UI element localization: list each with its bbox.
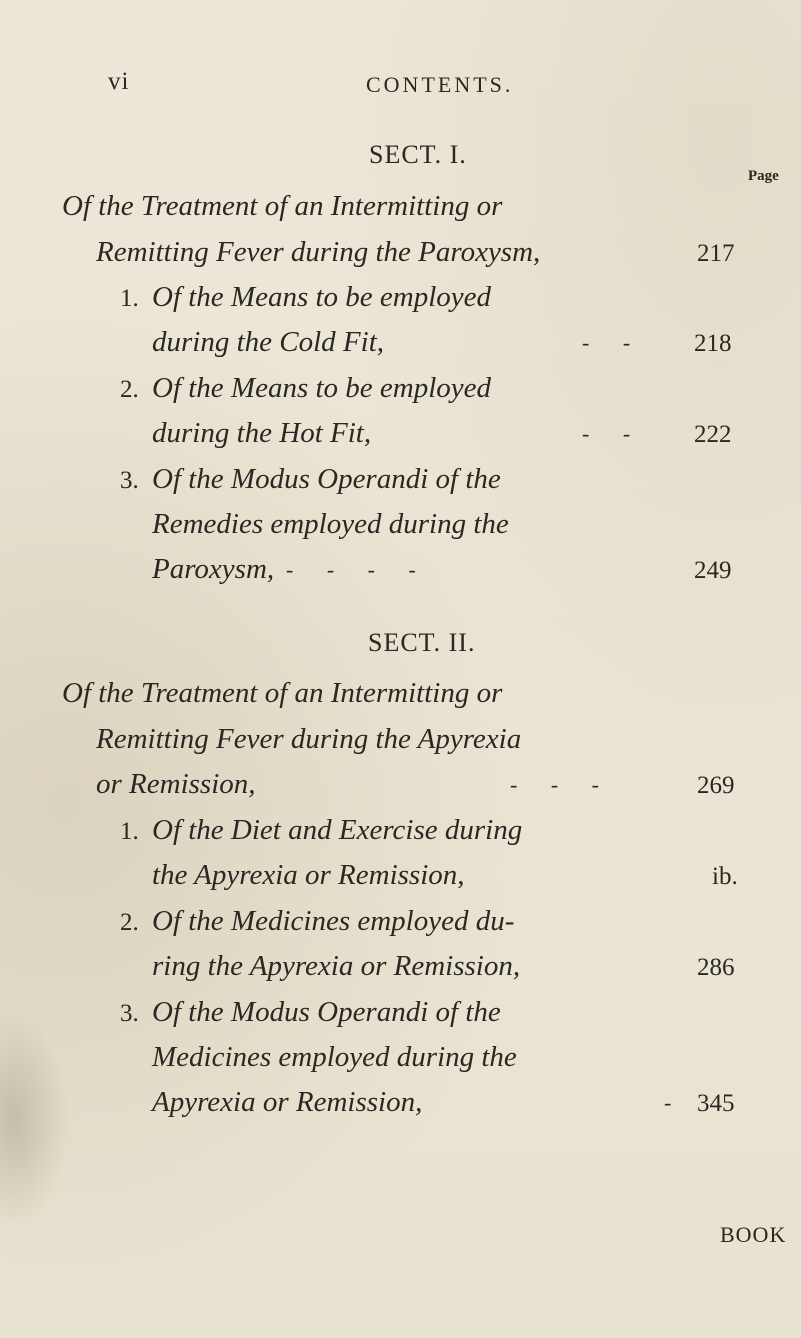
section-2-heading: SECT. II. <box>368 628 476 657</box>
section-2-item-3-leader: - <box>664 1090 686 1115</box>
page-column-label: Page <box>748 168 779 184</box>
section-1-title-page: 217 <box>697 240 735 267</box>
section-1-item-3-line-1: Of the Modus Operandi of the <box>152 463 501 495</box>
section-1-title-line-2: Remitting Fever during the Paroxysm, <box>96 236 541 268</box>
section-1-item-1-leader: - - <box>582 330 645 355</box>
paper-stain <box>0 1010 70 1230</box>
section-2-title-line-3: or Remission, <box>96 768 256 800</box>
section-1-item-1-line-1: Of the Means to be employed <box>152 281 492 313</box>
section-2-item-1-line-2: the Apyrexia or Remission, <box>152 859 465 891</box>
section-2-item-1-number: 1. <box>120 818 139 845</box>
section-2-item-1-page: ib. <box>712 863 738 890</box>
section-1-item-3-line-2: Remedies employed during the <box>152 508 509 540</box>
running-title: CONTENTS. <box>366 72 514 97</box>
section-2-title-page: 269 <box>697 772 735 799</box>
section-1-item-3-line-3: Paroxysm, <box>152 553 275 585</box>
section-1-item-1-page: 218 <box>694 330 732 357</box>
section-1-item-2-number: 2. <box>120 376 139 403</box>
section-1-item-1-number: 1. <box>120 285 139 312</box>
page-number: vi <box>108 68 130 95</box>
section-1-item-2-line-1: Of the Means to be employed <box>152 372 492 404</box>
section-1-title-line-1: Of the Treatment of an Intermitting or <box>62 190 503 222</box>
section-1-heading: SECT. I. <box>369 140 467 169</box>
section-2-title-line-1: Of the Treatment of an Intermitting or <box>62 677 503 709</box>
section-2-item-3-line-2: Medicines employed during the <box>152 1041 517 1073</box>
section-2-title-leader: - - - <box>510 772 613 797</box>
section-2-item-3-number: 3. <box>120 1000 139 1027</box>
section-2-item-2-line-1: Of the Medicines employed du- <box>152 905 515 937</box>
section-2-item-2-page: 286 <box>697 954 735 981</box>
section-2-item-3-page: 345 <box>697 1090 735 1117</box>
section-1-item-2-line-2: during the Hot Fit, <box>152 417 372 449</box>
section-2-item-2-number: 2. <box>120 909 139 936</box>
section-2-item-2-line-2: ring the Apyrexia or Remission, <box>152 950 521 982</box>
section-1-item-2-page: 222 <box>694 421 732 448</box>
section-2-item-3-line-3: Apyrexia or Remission, <box>152 1086 423 1118</box>
section-1-item-3-page: 249 <box>694 557 732 584</box>
catchword: BOOK <box>720 1222 787 1247</box>
section-1-item-2-leader: - - <box>582 421 645 446</box>
section-2-title-line-2: Remitting Fever during the Apyrexia <box>96 723 522 755</box>
section-1-item-3-leader: - - - - <box>286 557 430 582</box>
section-2-item-3-line-1: Of the Modus Operandi of the <box>152 996 501 1028</box>
section-1-item-1-line-2: during the Cold Fit, <box>152 326 384 358</box>
section-2-item-1-line-1: Of the Diet and Exercise during <box>152 814 523 846</box>
section-1-item-3-number: 3. <box>120 467 139 494</box>
